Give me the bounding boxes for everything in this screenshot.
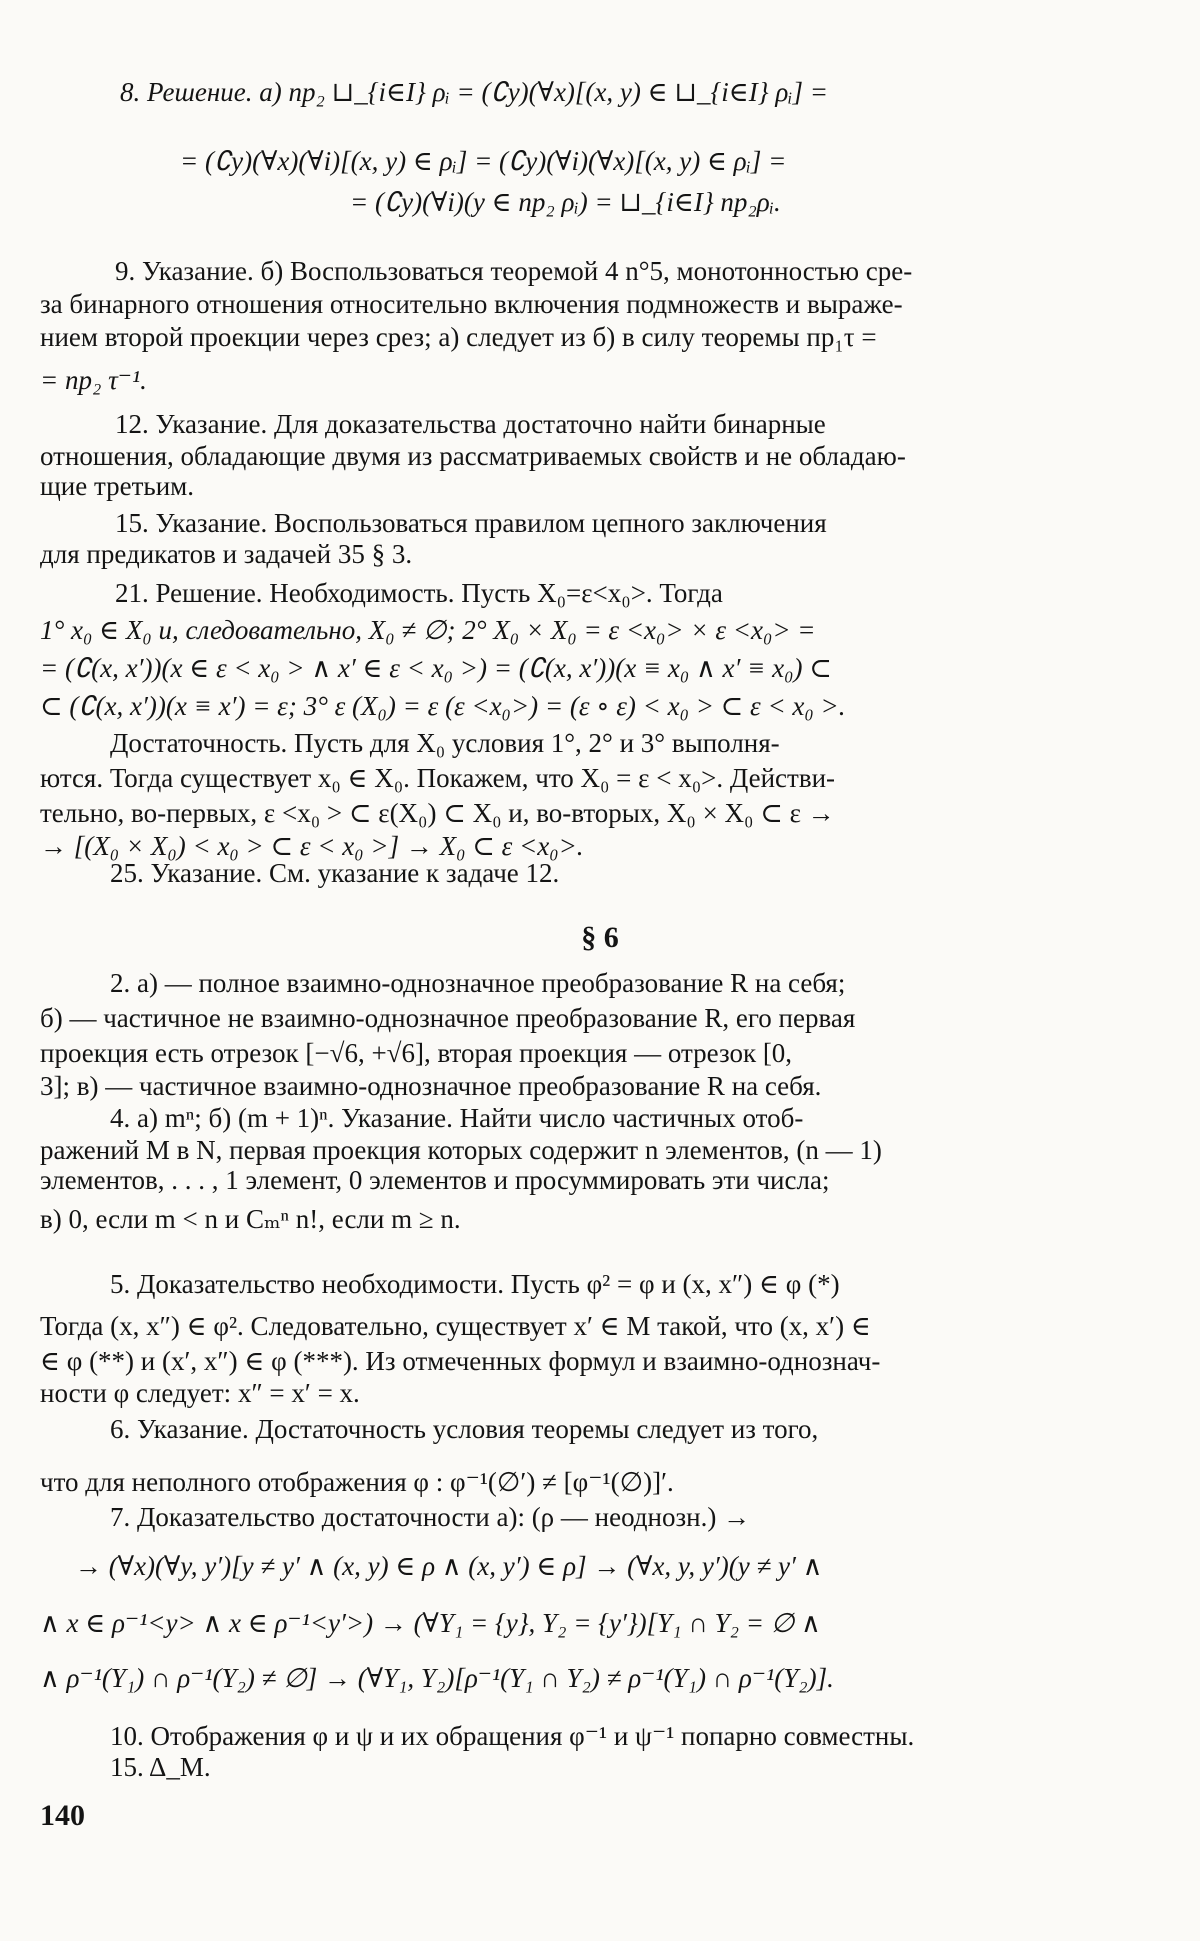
answer-2-line-3: проекция есть отрезок [−√6, +√6], вторая проекция — отрезок [0, — [40, 1038, 793, 1068]
hint-12-line-3: щие третьим. — [40, 471, 194, 501]
hint-15-line-1: 15. Указание. Воспользоваться правилом цепного заключения — [115, 508, 827, 538]
proof-5-line-4: ности φ следует: x″ = x′ = x. — [40, 1378, 360, 1408]
solution-8-line-1: 8. Решение. а) пр₂ ⊔_{i∈I} ρᵢ = (∁y)(∀x)[(x, y) ∈ ⊔_{i∈I} ρᵢ] = — [120, 77, 829, 107]
solution-21-line-4: ⊂ (∁(x, x′))(x ≡ x′) = ε; 3° ε (X₀) = ε (ε <x₀>) = (ε ∘ ε) < x₀ > ⊂ ε < x₀ >. — [40, 691, 846, 721]
hint-9-line-1: 9. Указание. б) Воспользоваться теоремой 4 n°5, монотонностью сре- — [115, 256, 913, 286]
proof-7-line-2: → (∀x)(∀y, y′)[y ≠ y′ ∧ (x, y) ∈ ρ ∧ (x, y′) ∈ ρ] → (∀x, y, y′)(y ≠ y′ ∧ — [75, 1551, 823, 1581]
hint-6-line-2: что для неполного отображения φ : φ⁻¹(∅′) ≠ [φ⁻¹(∅)]′. — [40, 1467, 674, 1497]
sufficiency-21-line-1: Достаточность. Пусть для X₀ условия 1°, 2° и 3° выполня- — [110, 728, 780, 758]
proof-5-line-1: 5. Доказательство необходимости. Пусть φ² = φ и (x, x″) ∈ φ (*) — [110, 1269, 840, 1299]
hint-9-line-2: за бинарного отношения относительно включения подмножеств и выраже- — [40, 289, 903, 319]
hint-6-line-1: 6. Указание. Достаточность условия теоремы следует из того, — [110, 1414, 819, 1444]
hint-12-line-2: отношения, обладающие двумя из рассматриваемых свойств и не обладаю- — [40, 441, 906, 471]
answer-4-line-4: в) 0, если m < n и Cₘⁿ n!, если m ≥ n. — [40, 1204, 461, 1234]
answer-2-line-2: б) — частичное не взаимно-однозначное преобразование R, его первая — [40, 1003, 856, 1033]
hint-25-line: 25. Указание. См. указание к задаче 12. — [110, 858, 560, 888]
page-number: 140 — [40, 1800, 85, 1832]
hint-9-line-3: нием второй проекции через срез; а) следует из б) в силу теоремы пр₁τ = — [40, 322, 877, 352]
hint-15-line-2: для предикатов и задачей 35 § 3. — [40, 539, 413, 569]
solution-8-line-2: = (∁y)(∀x)(∀i)[(x, y) ∈ ρᵢ] = (∁y)(∀i)(∀x)[(x, y) ∈ ρᵢ] = — [180, 146, 787, 176]
proof-5-line-3: ∈ φ (**) и (x′, x″) ∈ φ (***). Из отмеченных формул и взаимно-однознач- — [40, 1346, 881, 1376]
proof-7-line-1: 7. Доказательство достаточности а): (ρ — неоднозн.) → — [110, 1502, 751, 1532]
proof-5-line-2: Тогда (x, x″) ∈ φ². Следовательно, существует x′ ∈ M такой, что (x, x′) ∈ — [40, 1311, 871, 1341]
answer-4-line-1: 4. а) mⁿ; б) (m + 1)ⁿ. Указание. Найти число частичных отоб- — [110, 1103, 804, 1133]
answer-4-line-2: ражений M в N, первая проекция которых содержит n элементов, (n — 1) — [40, 1135, 882, 1165]
solution-21-line-1: 21. Решение. Необходимость. Пусть X₀=ε<x₀>. Тогда — [115, 578, 723, 608]
sufficiency-21-line-3: тельно, во-первых, ε <x₀ > ⊂ ε(X₀) ⊂ X₀ и, во-вторых, X₀ × X₀ ⊂ ε → — [40, 798, 835, 828]
answer-2-line-4: 3]; в) — частичное взаимно-однозначное преобразование R на себя. — [40, 1071, 822, 1101]
proof-7-line-4: ∧ ρ⁻¹(Y₁) ∩ ρ⁻¹(Y₂) ≠ ∅] → (∀Y₁, Y₂)[ρ⁻¹(Y₁ ∩ Y₂) ≠ ρ⁻¹(Y₁) ∩ ρ⁻¹(Y₂)]. — [40, 1663, 834, 1693]
answer-10-line: 10. Отображения φ и ψ и их обращения φ⁻¹ и ψ⁻¹ попарно совместны. — [110, 1721, 915, 1751]
proof-7-line-3: ∧ x ∈ ρ⁻¹<y> ∧ x ∈ ρ⁻¹<y′>) → (∀Y₁ = {y}, Y₂ = {y′})[Y₁ ∩ Y₂ = ∅ ∧ — [40, 1608, 821, 1638]
solution-21-line-3: = (∁(x, x′))(x ∈ ε < x₀ > ∧ x′ ∈ ε < x₀ >) = (∁(x, x′))(x ≡ x₀ ∧ x′ ≡ x₀) ⊂ — [40, 653, 832, 683]
answer-2-line-1: 2. а) — полное взаимно-однозначное преобразование R на себя; — [110, 968, 846, 998]
solution-8-line-3: = (∁y)(∀i)(y ∈ пр₂ ρᵢ) = ⊔_{i∈I} пр₂ρᵢ. — [350, 187, 781, 217]
answer-4-line-3: элементов, . . . , 1 элемент, 0 элементов и просуммировать эти числа; — [40, 1165, 830, 1195]
hint-12-line-1: 12. Указание. Для доказательства достаточно найти бинарные — [115, 409, 826, 439]
answer-15-line: 15. Δ_M. — [110, 1752, 211, 1782]
solution-21-line-2: 1° x₀ ∈ X₀ и, следовательно, X₀ ≠ ∅; 2° X₀ × X₀ = ε <x₀> × ε <x₀> = — [40, 615, 816, 645]
section-heading: § 6 — [581, 922, 619, 954]
sufficiency-21-line-2: ются. Тогда существует x₀ ∈ X₀. Покажем, что X₀ = ε < x₀>. Действи- — [40, 763, 836, 793]
sufficiency-21-line-4: → [(X₀ × X₀) < x₀ > ⊂ ε < x₀ >] → X₀ ⊂ ε <x₀>. — [40, 831, 584, 861]
hint-9-line-4: = пр₂ τ⁻¹. — [40, 365, 147, 395]
